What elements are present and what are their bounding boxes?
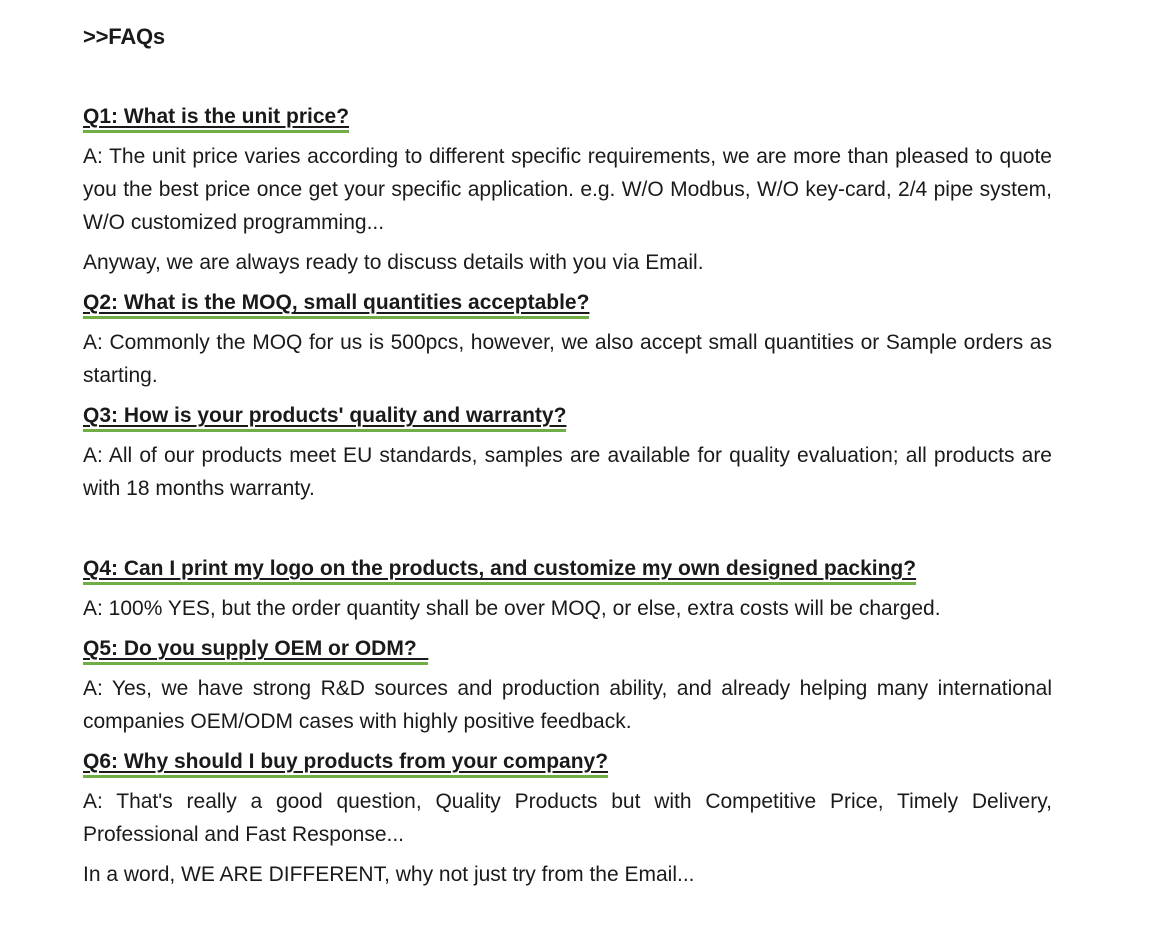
faq-answer-q6-p2: In a word, WE ARE DIFFERENT, why not just try from the Email... <box>83 863 695 886</box>
faq-question-q4 <box>83 552 1052 585</box>
faq-question-text-q5: Q5: Do you supply OEM or ODM? <box>83 637 428 665</box>
faq-question-q6 <box>83 745 1052 778</box>
faq-answer-q2-p1: A: Commonly the MOQ for us is 500pcs, however, we also accept small quantities or Sample orders as starting. <box>83 331 1052 387</box>
faq-answer-q4-p1: A: 100% YES, but the order quantity shall be over MOQ, or else, extra costs will be charged. <box>83 597 941 620</box>
faq-question-q5 <box>83 632 1052 665</box>
faq-answer-q1-p2: Anyway, we are always ready to discuss details with you via Email. <box>83 251 704 274</box>
faq-question-text-q6: Q6: Why should I buy products from your company? <box>83 750 608 778</box>
faq-item-q2 <box>83 286 1052 392</box>
faq-question-q2 <box>83 286 1052 319</box>
faq-item-q5 <box>83 632 1052 738</box>
faq-item-q6 <box>83 745 1052 891</box>
faq-title: >>FAQs <box>83 24 165 49</box>
faq-question-text-q1: Q1: What is the unit price? <box>83 105 349 133</box>
faq-question-q1 <box>83 100 1052 133</box>
faq-item-q4 <box>83 552 1052 625</box>
faq-question-text-q2: Q2: What is the MOQ, small quantities acceptable? <box>83 291 589 319</box>
faq-question-text-q4: Q4: Can I print my logo on the products, and customize my own designed packing? <box>83 557 916 585</box>
blank-line <box>83 60 1052 93</box>
faq-answer-q5-p1: A: Yes, we have strong R&D sources and production ability, and already helping many international companies OEM/ODM cases with highly positive feedback. <box>83 677 1052 733</box>
faq-item-q1 <box>83 100 1052 279</box>
faq-answer-q1-p1: A: The unit price varies according to different specific requirements, we are more than pleased to quote you the best price once get your specific application. e.g. W/O Modbus, W/O key-card, 2/4 pipe system, W/O customized programming... <box>83 145 1052 234</box>
faq-question-text-q3: Q3: How is your products' quality and warranty? <box>83 404 566 432</box>
faq-answer-q6-p1: A: That's really a good question, Quality Products but with Competitive Price, Timely Delivery, Professional and Fast Response... <box>83 790 1052 846</box>
blank-line <box>83 512 1052 545</box>
faq-item-q3 <box>83 399 1052 505</box>
faq-answer-q3-p1: A: All of our products meet EU standards, samples are available for quality evaluation; all products are with 18 months warranty. <box>83 444 1052 500</box>
faq-question-q3 <box>83 399 1052 432</box>
